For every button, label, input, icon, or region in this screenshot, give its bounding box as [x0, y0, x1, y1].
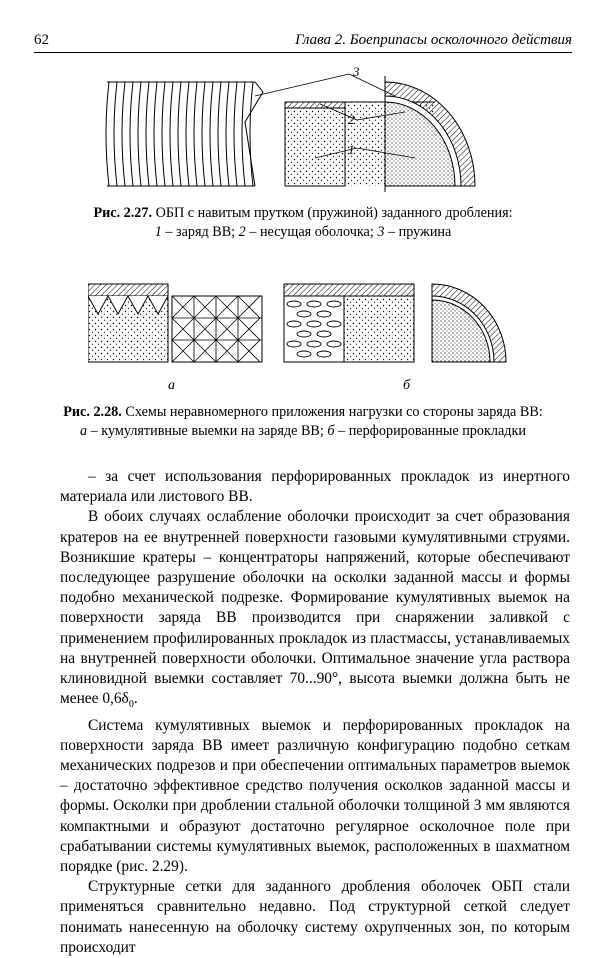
figure-2-28-caption [34, 403, 572, 441]
fig228-legend-b-text: – перфорированные прокладки [334, 423, 526, 439]
fig228-legend-a-text: – кумулятивные выемки на заряде ВВ; [87, 423, 328, 439]
fig228-legend-a: а [80, 423, 88, 439]
figure-2-28 [88, 280, 528, 370]
paragraph-2-text: В обоих случаях ослабление оболочки происходит за счет образования кратеров на ее внутренней поверхности газовыми кумулятивными струями. Возникшие кратеры – концентраторы напряжений, которые обеспечивают последующее разрушение оболочки на осколки заданной массы и формы подобно механической подрезке. Формирование кумулятивных выемок на поверхности заряда ВВ производится при снаряжении заливкой с применением профилированных прокладок из пластмассы, устанавливаемых на внутренней поверхности оболочки. Оптимальное значение угла раствора клиновидной выемки составляет 70...90°, высота выемки должна быть не менее 0,6δ [60, 508, 570, 708]
fig227-caption-number: Рис. 2.27. [93, 205, 153, 221]
fig227-caption-text: ОБП с навитым прутком (пружиной) заданного дробления: [152, 205, 513, 221]
fig228-legend-b: б [327, 423, 335, 439]
paragraph-3: Система кумулятивных выемок и перфорированных прокладок на поверхности заряда ВВ имеет различную конфигурацию подобно сеткам механических подрезов и при обеспечении оптимальных параметров выемок – достаточно эффективное средство получения осколков заданной массы и формы. Осколки при дроблении стальной оболочки толщиной 3 мм являются компактными и образуют достаточно регулярное осколочное поле при срабатывании системы кумулятивных выемок, расположенных в шахматном порядке (рис. 2.29). [60, 716, 570, 875]
fig227-legend-2-num: 2 [238, 224, 246, 240]
fig227-legend-2: – несущая оболочка; [245, 224, 378, 240]
fig227-legend-1: – заряд ВВ; [161, 224, 239, 240]
fig228-caption-text: Схемы неравномерного приложения нагрузки со стороны заряда ВВ: [121, 404, 543, 420]
paragraph-2-end: . [133, 690, 138, 708]
figure-2-27-caption [34, 204, 572, 242]
label-2: 2 [348, 112, 355, 127]
paragraph-1: – за счет использования перфорированных прокладок из инертного материала или листового ВВ. [60, 468, 570, 506]
fig228-sub-b: б [403, 378, 411, 393]
fig228-caption-number: Рис. 2.28. [63, 404, 122, 420]
delta-subscript: 0 [128, 699, 134, 711]
fig228-sub-a: а [168, 378, 175, 393]
fig227-legend-3-num: 3 [377, 224, 385, 240]
body-text [60, 467, 570, 958]
spring-coils [106, 82, 263, 186]
page-number: 62 [34, 32, 49, 48]
running-title: Глава 2. Боеприпасы осколочного действия [295, 32, 572, 48]
label-1: 1 [348, 142, 355, 157]
fig227-legend-3: – пружина [384, 224, 452, 240]
fig227-legend-1-num: 1 [154, 224, 162, 240]
figure-2-27 [95, 62, 515, 194]
label-3: 3 [353, 64, 360, 79]
paragraph-4: Структурные сетки для заданного дробления оболочек ОБП стали применяться сравнительно недавно. Под структурной сеткой следует понимать нанесенную на оболочку систему охрупченных зон, по которым происходит [60, 878, 570, 956]
page-header [34, 30, 572, 53]
paragraph-2 [60, 507, 570, 715]
